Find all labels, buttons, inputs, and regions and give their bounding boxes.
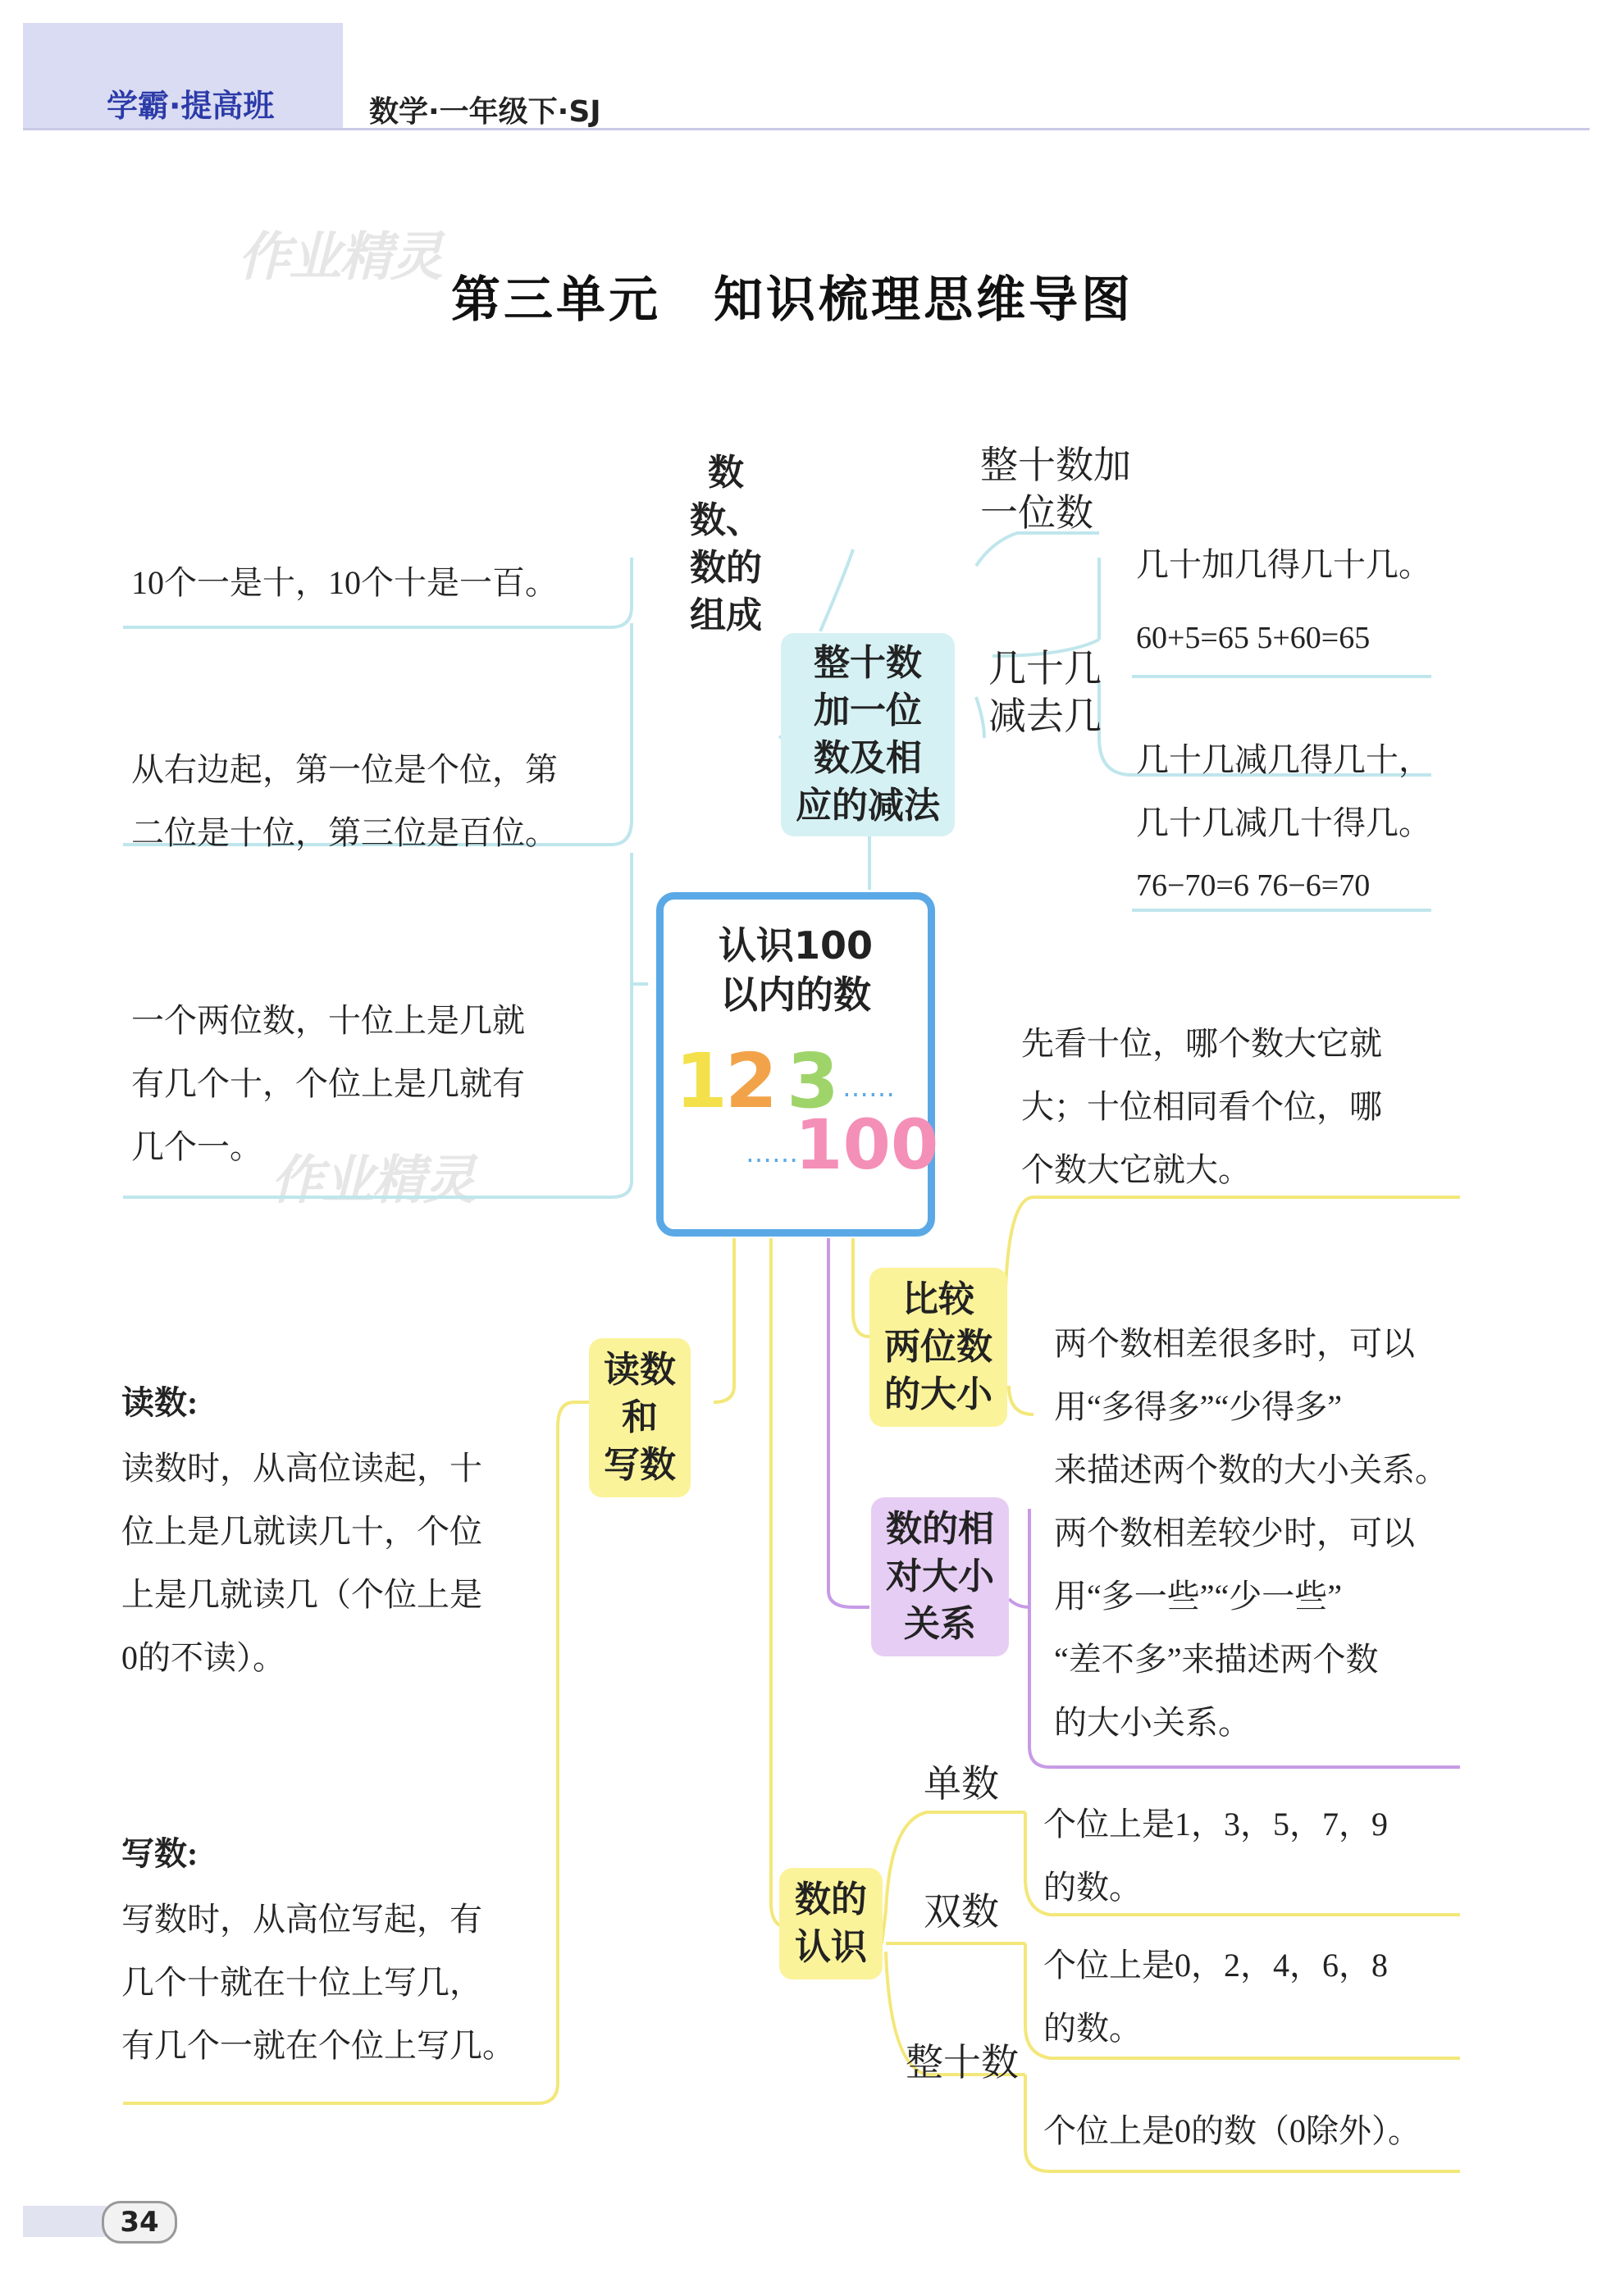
- watermark-top: 作业精灵: [238, 227, 441, 288]
- note-line: 个位上是1，3，5，7，9: [1043, 1806, 1388, 1843]
- note-line: 的大小关系。: [1054, 1704, 1251, 1741]
- node-add-sub-line: 数及相: [814, 737, 922, 779]
- note-line: 二位是十位，第三位是百位。: [131, 814, 558, 851]
- node-relative-line: 关系: [904, 1603, 976, 1645]
- note-line: 从右边起，第一位是个位，第: [131, 751, 558, 788]
- dots-lower: ……: [746, 1137, 798, 1168]
- node-read-write-line: 写数: [604, 1444, 676, 1486]
- numeral-three: 3: [787, 1037, 840, 1125]
- node-compare-line: 两位数: [884, 1326, 992, 1368]
- note-line: 大；十位相同看个位，哪: [1021, 1088, 1382, 1125]
- add-sub-example-1: 60+5=65 5+60=65: [1136, 621, 1371, 655]
- node-add-sub-line: 加一位: [814, 690, 922, 731]
- numeral-one: 1: [675, 1037, 728, 1125]
- note-line: 写数时，从高位写起，有: [121, 1901, 482, 1938]
- add-sub-note-1: 几十加几得几十几。: [1136, 546, 1431, 583]
- node-counting-line: 数的: [690, 547, 762, 589]
- node-recognition-line: 数的: [795, 1879, 867, 1920]
- dots-upper: ……: [842, 1072, 895, 1103]
- add-sub-example-2: 76−70=6 76−6=70: [1136, 868, 1371, 903]
- subnode-line: 一位数: [980, 490, 1093, 535]
- note-line: 读数时，从高位读起，十: [121, 1450, 482, 1487]
- even-note: [1043, 1934, 1388, 2060]
- node-read-write-line: 和: [622, 1396, 658, 1438]
- node-counting-line: 组成: [690, 594, 762, 636]
- add-sub-note-2: [1136, 728, 1431, 854]
- node-counting-line: 数数、: [690, 452, 762, 541]
- node-counting: [673, 449, 779, 640]
- subnode-line: 整十数加: [980, 443, 1131, 487]
- node-read-write-line: 读数: [604, 1349, 676, 1391]
- tens-note: 个位上是0的数（0除外）。: [1043, 2112, 1421, 2149]
- subnode-odd: 单数: [924, 1761, 999, 1806]
- write-note: [121, 1888, 515, 2077]
- compare-note: [1021, 1012, 1382, 1201]
- page-title: 第三单元 知识梳理思维导图: [451, 271, 1134, 329]
- note-line: 两个数相差较少时，可以: [1054, 1515, 1415, 1551]
- node-relative-line: 对大小: [886, 1556, 994, 1597]
- counting-note-1: 10个一是十，10个十是一百。: [131, 564, 558, 601]
- node-compare: [869, 1268, 1007, 1427]
- page-number: 34: [102, 2201, 177, 2244]
- note-line: 个数大它就大。: [1021, 1151, 1251, 1188]
- read-heading: 读数:: [121, 1384, 198, 1421]
- numeral-hundred: 100: [795, 1105, 939, 1185]
- node-compare-line: 比较: [902, 1278, 974, 1320]
- note-line: 个位上是0，2，4，6，8: [1043, 1947, 1388, 1984]
- odd-note: [1043, 1793, 1388, 1919]
- note-line: 有几个一就在个位上写几。: [121, 2027, 515, 2064]
- node-relative-line: 数的相: [886, 1508, 994, 1550]
- brand-label: 学霸·提高班: [107, 88, 275, 124]
- node-recognition-line: 认识: [795, 1926, 867, 1968]
- note-line: 的数。: [1043, 1869, 1142, 1906]
- subnode-tens: 整十数: [906, 2040, 1019, 2084]
- node-add-sub: [781, 633, 955, 836]
- subnode-even: 双数: [924, 1889, 999, 1934]
- subject-label: 数学·一年级下·SJ: [369, 95, 601, 129]
- note-line: 的数。: [1043, 2010, 1142, 2047]
- subnode-line: 几十几: [988, 646, 1102, 690]
- watermark-middle: 作业精灵: [271, 1150, 474, 1211]
- note-line: 位上是几就读几十，个位: [121, 1513, 482, 1550]
- subnode-tens-plus-ones: [980, 441, 1131, 536]
- note-line: 几十几减几十得几。: [1136, 804, 1431, 841]
- page-number-band: [23, 2206, 113, 2237]
- note-line: 来描述两个数的大小关系。: [1054, 1451, 1448, 1488]
- note-line: 一个两位数，十位上是几就: [131, 1002, 525, 1039]
- subnode-line: 减去几: [988, 694, 1102, 738]
- center-title: [664, 921, 928, 1019]
- node-relative-size: [871, 1497, 1009, 1656]
- note-line: 上是几就读几（个位上是: [121, 1576, 482, 1613]
- relative-note: [1054, 1312, 1448, 1754]
- node-recognition: [779, 1868, 883, 1979]
- node-read-write: [589, 1338, 691, 1497]
- node-compare-line: 的大小: [884, 1374, 992, 1415]
- node-add-sub-line: 应的减法: [796, 785, 940, 827]
- note-line: “差不多”来描述两个数: [1054, 1641, 1379, 1678]
- note-line: 两个数相差很多时，可以: [1054, 1325, 1415, 1362]
- center-title-line: 认识100: [718, 923, 874, 968]
- note-line: 用“多一些”“少一些”: [1054, 1578, 1343, 1615]
- note-line: 几个一。: [131, 1128, 262, 1165]
- note-line: 几个十就在十位上写几，: [121, 1964, 482, 2001]
- write-heading: 写数:: [121, 1835, 198, 1872]
- numeral-two: 2: [725, 1037, 778, 1125]
- subnode-minus-ones: [988, 645, 1102, 740]
- note-line: 用“多得多”“少得多”: [1054, 1388, 1343, 1425]
- read-note: [121, 1437, 482, 1689]
- node-add-sub-line: 整十数: [814, 642, 922, 684]
- note-line: 几十几减几得几十，: [1136, 741, 1431, 778]
- note-line: 有几个十，个位上是几就有: [131, 1065, 525, 1102]
- note-line: 0的不读）。: [121, 1639, 285, 1676]
- counting-note-3: [131, 989, 525, 1178]
- counting-note-2: [131, 738, 558, 864]
- center-node: [656, 892, 939, 1237]
- note-line: 先看十位，哪个数大它就: [1021, 1025, 1382, 1062]
- center-title-line: 以内的数: [720, 973, 871, 1017]
